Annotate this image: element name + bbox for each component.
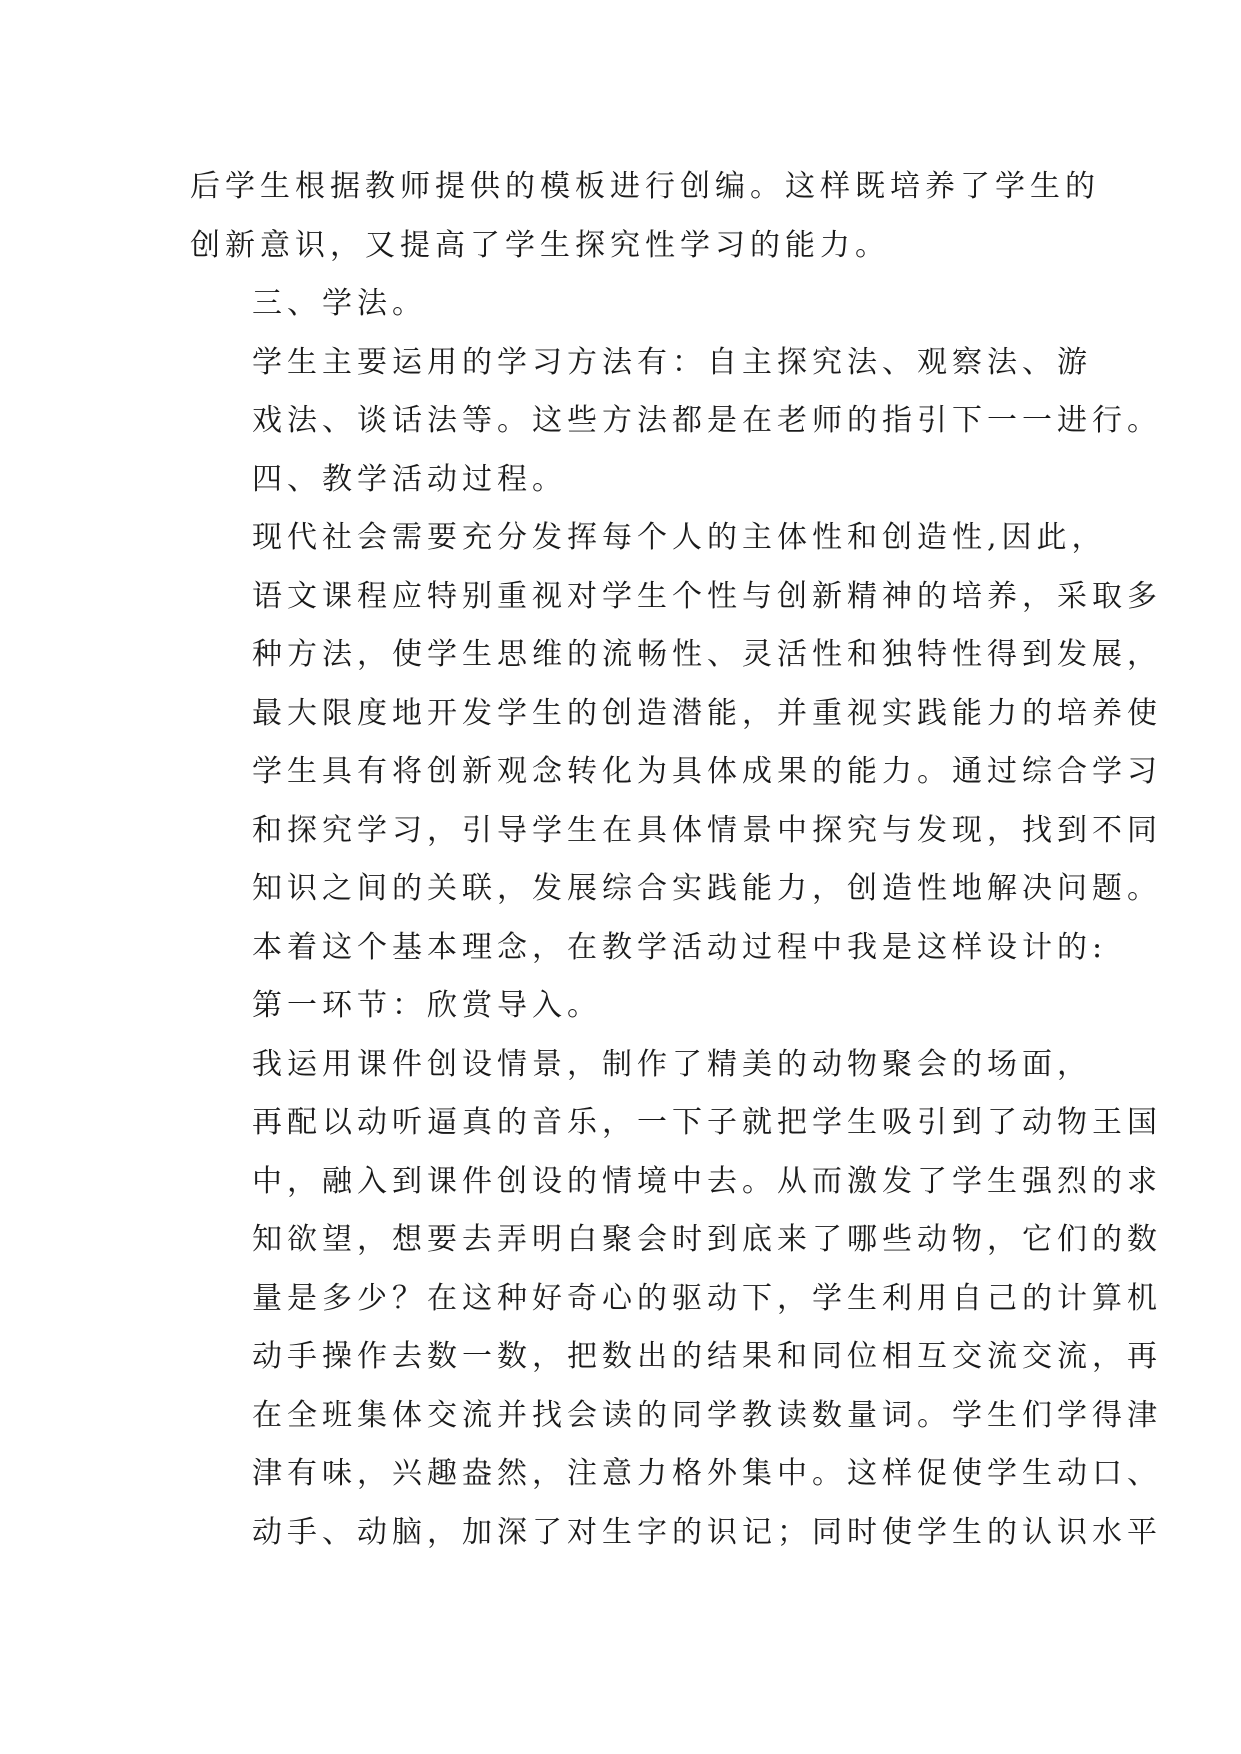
text-line: 语文课程应特别重视对学生个性与创新精神的培养，采取多 (252, 578, 1162, 614)
text-line: 动手、动脑，加深了对生字的识记；同时使学生的认识水平 (252, 1514, 1162, 1550)
document-body (190, 158, 1162, 1562)
text-line: 本着这个基本理念，在教学活动过程中我是这样设计的: (252, 929, 1108, 965)
text-line: 知欲望，想要去弄明白聚会时到底来了哪些动物，它们的数 (252, 1222, 1162, 1257)
text-line: 学生主要运用的学习方法有：自主探究法、观察法、游 (252, 344, 1092, 380)
text-line: 最大限度地开发学生的创造潜能，并重视实践能力的培养使 (252, 695, 1162, 731)
text-line: 学生具有将创新观念转化为具体成果的能力。通过综合学习 (252, 754, 1162, 789)
text-line: 创新意识，又提高了学生探究性学习的能力。 (190, 227, 890, 263)
text-line: 现代社会需要充分发挥每个人的主体性和创造性,因此， (252, 520, 1107, 555)
text-line: 戏法、谈话法等。这些方法都是在老师的指引下一一进行。 (252, 403, 1162, 438)
paragraph-design-intro (190, 919, 1108, 978)
text-line: 我运用课件创设情景，制作了精美的动物聚会的场面， (252, 1046, 1092, 1082)
text-line: 后学生根据教师提供的模板进行创编。这样既培养了学生的 (190, 169, 1100, 204)
paragraph-teaching-philosophy (190, 509, 1162, 919)
text-line: 量是多少？在这种好奇心的驱动下，学生利用自己的计算机 (252, 1280, 1162, 1316)
text-line: 再配以动听逼真的音乐，一下子就把学生吸引到了动物王国 (252, 1105, 1162, 1140)
paragraph-first-stage (190, 1036, 1162, 1563)
text-line: 津有味，兴趣盎然，注意力格外集中。这样促使学生动口、 (252, 1456, 1162, 1491)
paragraph-continuation (190, 158, 1100, 275)
text-line: 动手操作去数一数，把数出的结果和同位相互交流交流，再 (252, 1339, 1162, 1374)
text-line: 种方法，使学生思维的流畅性、灵活性和独特性得到发展， (252, 637, 1162, 672)
text-line: 中，融入到课件创设的情境中去。从而激发了学生强烈的求 (252, 1163, 1162, 1199)
text-line: 和探究学习，引导学生在具体情景中探究与发现，找到不同 (252, 812, 1162, 848)
text-line: 三、学法。 (252, 286, 427, 321)
text-line: 知识之间的关联，发展综合实践能力，创造性地解决问题。 (252, 871, 1162, 906)
text-line: 第一环节：欣赏导入。 (252, 988, 602, 1023)
section-heading-first-stage (190, 977, 1070, 1036)
section-heading-study-methods (190, 275, 1070, 334)
section-heading-teaching-process (190, 451, 1070, 510)
text-line: 在全班集体交流并找会读的同学教读数量词。学生们学得津 (252, 1397, 1162, 1433)
paragraph-study-methods (190, 334, 1162, 451)
text-line: 四、教学活动过程。 (252, 461, 567, 497)
